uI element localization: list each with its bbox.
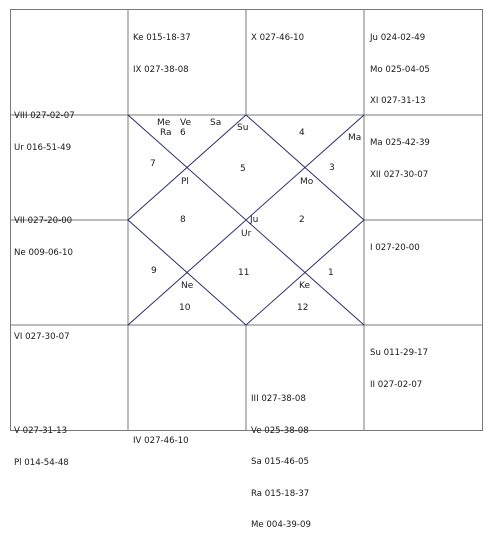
cell-line: IV 027-46-10 [133, 436, 189, 446]
cell-bottom-2 [133, 415, 189, 457]
cell-line: V 027-31-13 [14, 426, 68, 436]
cell-bottom-3 [251, 373, 311, 541]
house-3: 3 [329, 163, 335, 173]
house-4: 4 [299, 128, 305, 138]
house-8: 8 [180, 215, 186, 225]
house-2: 2 [299, 215, 305, 225]
cell-line: I 027-20-00 [370, 243, 420, 253]
cell-line: XI 027-31-13 [370, 96, 426, 106]
cell-line: Ur 016-51-49 [14, 142, 72, 153]
label-ke: Ke [299, 281, 310, 291]
chart-diagonals [128, 115, 364, 325]
label-pl: Pl [181, 177, 189, 187]
cell-right-mid [370, 222, 420, 264]
cell-top-3 [251, 12, 304, 54]
house-10: 10 [179, 303, 191, 313]
cell-line: Ve 025-38-08 [251, 425, 309, 436]
cell-line: Me 004-39-09 [251, 520, 311, 530]
label-ma: Ma [348, 133, 362, 143]
label-mo: Mo [300, 177, 314, 187]
label-ne: Ne [181, 281, 194, 291]
cell-line: X 027-46-10 [251, 33, 305, 43]
cell-line: III 027-38-08 [251, 394, 306, 404]
cell-line: VII 027-20-00 [14, 216, 73, 226]
cell-right-top [370, 117, 430, 191]
cell-left-bottom [14, 311, 70, 353]
house-12: 12 [297, 303, 309, 313]
house-11: 11 [238, 268, 250, 278]
cell-top-2 [133, 12, 191, 86]
house-1: 1 [328, 268, 334, 278]
cell-line: IX 027-38-08 [133, 64, 189, 75]
cell-line: Mo 025-04-05 [370, 64, 430, 75]
inner-labels [150, 118, 361, 313]
cell-line: Su 011-29-17 [370, 348, 429, 358]
cell-top-4 [370, 12, 430, 117]
cell-left-top [14, 90, 75, 164]
cell-line: XII 027-30-07 [370, 169, 429, 180]
label-ra: Ra [160, 128, 172, 138]
cell-right-bottom [370, 327, 428, 401]
house-7: 7 [150, 159, 156, 169]
cell-line: Ke 015-18-37 [133, 33, 191, 43]
cell-line: Ne 009-06-10 [14, 247, 73, 258]
house-6: 6 [180, 128, 186, 138]
cell-bottom-1 [14, 405, 69, 479]
label-su: Su [237, 123, 249, 133]
cell-line: VIII 027-02-07 [14, 111, 75, 121]
cell-line: VI 027-30-07 [14, 332, 70, 342]
cell-line: Pl 014-54-48 [14, 457, 69, 468]
label-ve: Ve [180, 118, 191, 128]
house-9: 9 [151, 266, 157, 276]
house-5: 5 [240, 164, 246, 174]
label-ju: Ju [250, 215, 259, 225]
label-sa: Sa [210, 118, 222, 128]
cell-line: Ju 024-02-49 [370, 33, 426, 43]
cell-line: Sa 015-46-05 [251, 457, 309, 467]
cell-left-mid [14, 195, 73, 269]
cell-line: Ma 025-42-39 [370, 138, 430, 148]
cell-line: II 027-02-07 [370, 379, 423, 390]
label-ur: Ur [241, 229, 252, 239]
label-me: Me [157, 118, 171, 128]
cell-line: Ra 015-18-37 [251, 488, 310, 499]
